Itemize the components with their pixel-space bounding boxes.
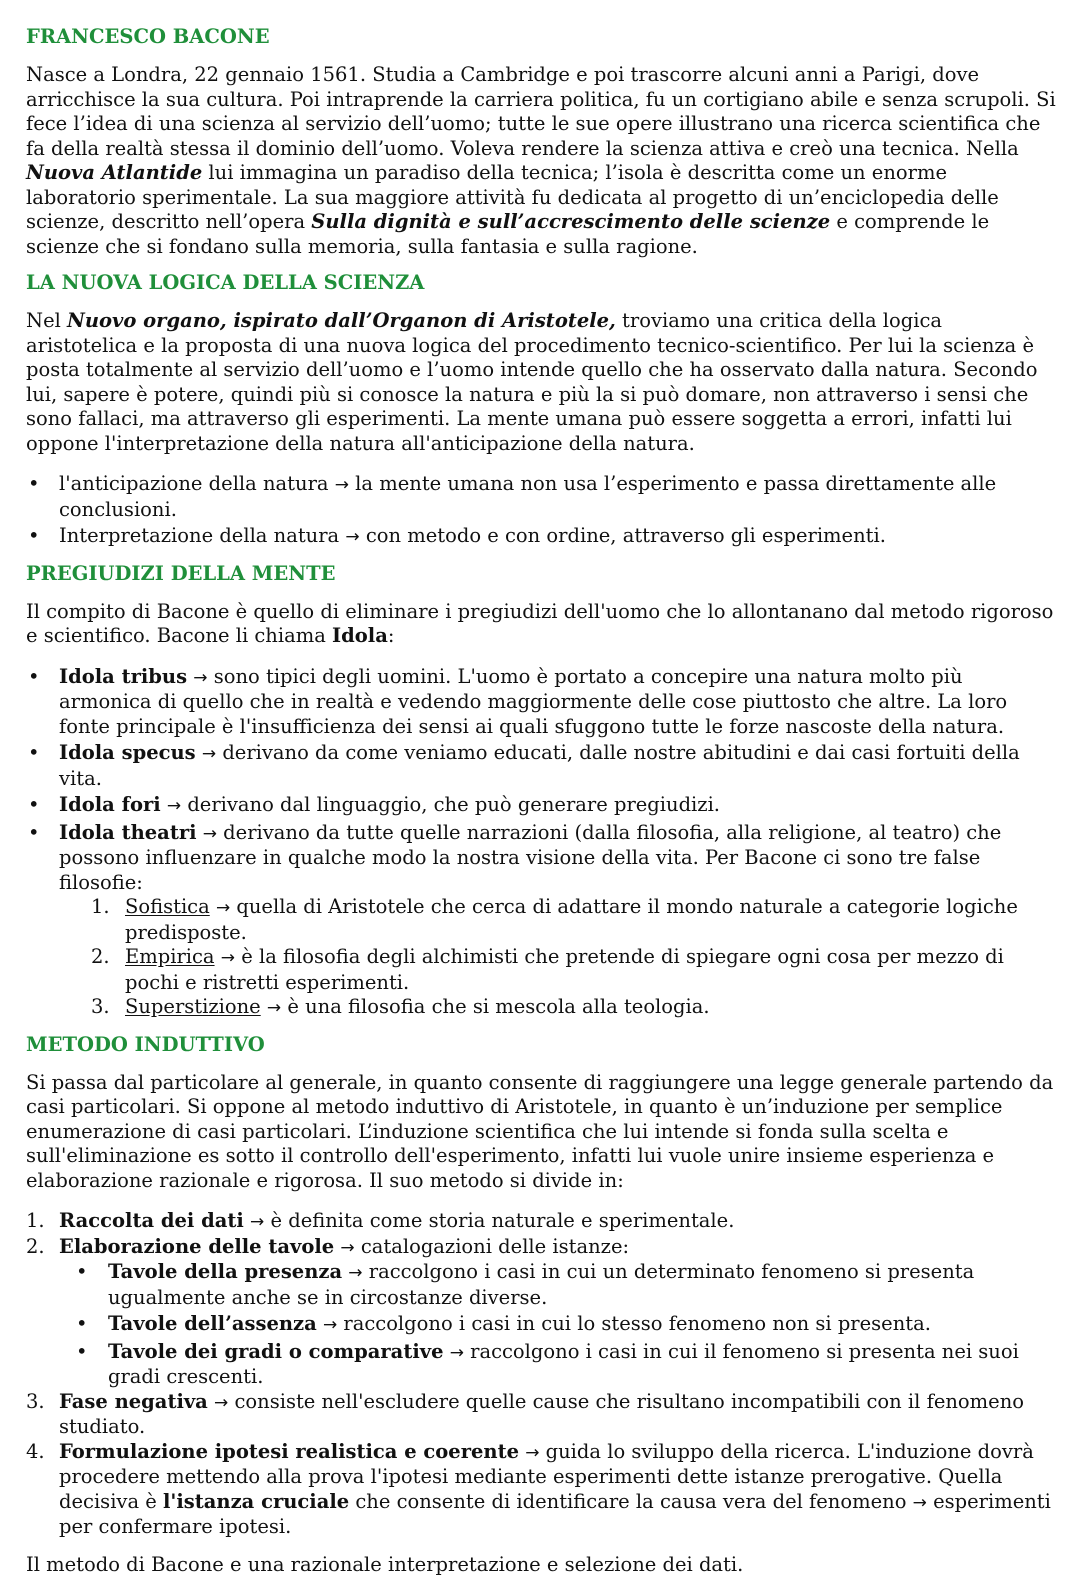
arrow-right-icon: → [323,1315,337,1335]
list-item: • Tavole della presenza → raccolgono i casi in cui un determinato fenomeno si presenta ugualmente anche se in circostanze diverse. [74,1260,1056,1310]
list-item: 3. Superstizione → è una filosofia che si mescola alla teologia. [91,995,1056,1021]
arrow-right-icon: → [203,824,217,844]
method-steps-list [26,1209,1056,1540]
arrow-right-icon: → [348,1263,362,1283]
paragraph-metodo: Si passa dal particolare al generale, in quanto consente di raggiungere una legge generale partendo da casi particolari. Si oppone al metodo induttivo di Aristotele, in quanto è un’induzione per semplice enumerazione di casi particolari. L’induzione scientifica che lui intende si fonda sulla scelta e sull'eliminazione es sotto il controllo dell'esperimento, infatti lui vuole unire insieme esperienza e elaborazione razionale e rigorosa. Il suo metodo si divide in: [26,1071,1056,1194]
arrow-right-icon: → [193,668,207,688]
arrow-right-icon: → [214,1393,228,1413]
list-item: • l'anticipazione della natura → la mente umana non usa l’esperimento e passa direttamente alle conclusioni. [26,472,1056,522]
anticipazione-interpretazione-list [26,472,1056,550]
list-item: 1. Sofistica → quella di Aristotele che cerca di adattare il mondo naturale a categorie logiche predisposte. [91,895,1056,945]
list-item: 3. Fase negativa → consiste nell'escludere quelle cause che risultano incompatibili con il fenomeno studiato. [26,1390,1056,1440]
paragraph-idola-intro: Il compito di Bacone è quello di eliminare i pregiudizi dell'uomo che lo allontanano dal metodo rigoroso e scientifico. Bacone li chiama Idola: [26,600,1056,649]
list-item: 2. Empirica → è la filosofia degli alchimisti che pretende di spiegare ogni cosa per mezzo di pochi e ristretti esperimenti. [91,945,1056,995]
arrow-right-icon: → [216,898,230,918]
tables-list [74,1260,1056,1390]
work-title-nuovo-organo: Nuovo organo, ispirato dall’Organon di Aristotele, [67,309,616,332]
list-item: • Idola specus → derivano da come veniamo educati, dalle nostre abitudini e dai casi fortuiti della vita. [26,741,1056,791]
list-item: 2. Elaborazione delle tavole → catalogazioni delle istanze: • Tavole della presenza → raccolgono i casi in cui un determinato fenomeno si presenta ugualmente anche se in circostanze diverse. • Tavole dell’assenza → raccolgono i casi in cui lo stesso fenomeno non si presenta. • Tavole dei gradi o comparative → raccolgono i casi in cui il fenomeno si presenta nei suoi gradi crescenti. [26,1235,1056,1390]
arrow-right-icon: → [335,475,349,495]
list-item: • Interpretazione della natura → con metodo e con ordine, attraverso gli esperimenti. [26,524,1056,550]
false-philosophies-list [91,895,1056,1021]
list-item: • Tavole dei gradi o comparative → raccolgono i casi in cui il fenomeno si presenta nei suoi gradi crescenti. [74,1340,1056,1390]
arrow-right-icon: → [221,948,235,968]
list-item: • Idola tribus → sono tipici degli uomini. L'uomo è portato a concepire una natura molto più armonica di quello che in realtà e vedendo maggiormente delle cose piuttosto che altre. La loro fonte principale è l'insufficienza dei sensi ai quali sfuggono tutte le forze nascoste della natura. [26,665,1056,740]
list-item: 1. Raccolta dei dati → è definita come storia naturale e sperimentale. [26,1209,1056,1235]
list-item: 4. Formulazione ipotesi realistica e coerente → guida lo sviluppo della ricerca. L'induzione dovrà procedere mettendo alla prova l'ipotesi mediante esperimenti dette istanze prerogative. Quella decisiva è l'istanza cruciale che consente di identificare la causa vera del fenomeno → esperimenti per confermare ipotesi. [26,1440,1056,1540]
arrow-right-icon: → [450,1343,464,1363]
arrow-right-icon: → [345,527,359,547]
work-title-dignita-scienze: Sulla dignità e sull’accrescimento delle scienze [311,210,830,233]
section-title-pregiudizi: PREGIUDIZI DELLA MENTE [26,561,1056,587]
section-title-metodo-induttivo: METODO INDUTTIVO [26,1032,1056,1058]
arrow-right-icon: → [267,998,281,1018]
list-item: • Idola theatri → derivano da tutte quelle narrazioni (dalla filosofia, alla religione, al teatro) che possono influenzare in qualche modo la nostra visione della vita. Per Bacone ci sono tre false filosofie: [26,821,1056,896]
arrow-right-icon: → [525,1443,539,1463]
arrow-right-icon: → [250,1212,264,1232]
section-title-nuova-logica: LA NUOVA LOGICA DELLA SCIENZA [26,270,1056,296]
paragraph-nuovo-organo: Nel Nuovo organo, ispirato dall’Organon di Aristotele, troviamo una critica della logica aristotelica e la proposta di una nuova logica del procedimento tecnico-scientifico. Per lui la scienza è posta totalmente al servizio dell’uomo e l’uomo intende quello che ha osservato dalla natura. Secondo lui, sapere è potere, quindi più si conosce la natura e più la si può domare, non attraverso i sensi che sono fallaci, ma attraverso gli esperimenti. La mente umana può essere soggetta a errori, infatti lui oppone l'interpretazione della natura all'anticipazione della natura. [26,309,1056,456]
arrow-right-icon: → [167,796,181,816]
section-title-francesco-bacone: FRANCESCO BACONE [26,24,1056,50]
paragraph-closing: Il metodo di Bacone e una razionale interpretazione e selezione dei dati. [26,1553,1056,1577]
idola-list [26,665,1056,896]
list-item: • Tavole dell’assenza → raccolgono i casi in cui lo stesso fenomeno non si presenta. [74,1312,1056,1338]
arrow-right-icon: → [340,1238,354,1258]
paragraph-biography: Nasce a Londra, 22 gennaio 1561. Studia a Cambridge e poi trascorre alcuni anni a Parigi, dove arricchisce la sua cultura. Poi intraprende la carriera politica, fu un cortigiano abile e senza scrupoli. Si fece l’idea di una scienza al servizio dell’uomo; tutte le sue opere illustrano una ricerca scientifica che fa della realtà stessa il dominio dell’uomo. Voleva rendere la scienza attiva e creò una tecnica. Nella Nuova Atlantide lui immagina un paradiso della tecnica; l’isola è descritta come un enorme laboratorio sperimentale. La sua maggiore attività fu dedicata al progetto di un’enciclopedia delle scienze, descritto nell’opera Sulla dignità e sull’accrescimento delle scienze e comprende le scienze che si fondano sulla memoria, sulla fantasia e sulla ragione. [26,63,1056,259]
work-title-nuova-atlantide: Nuova Atlantide [26,161,202,184]
list-item: • Idola fori → derivano dal linguaggio, che può generare pregiudizi. [26,793,1056,819]
document-page [26,24,1056,1577]
arrow-right-icon: → [913,1493,927,1513]
arrow-right-icon: → [202,744,216,764]
